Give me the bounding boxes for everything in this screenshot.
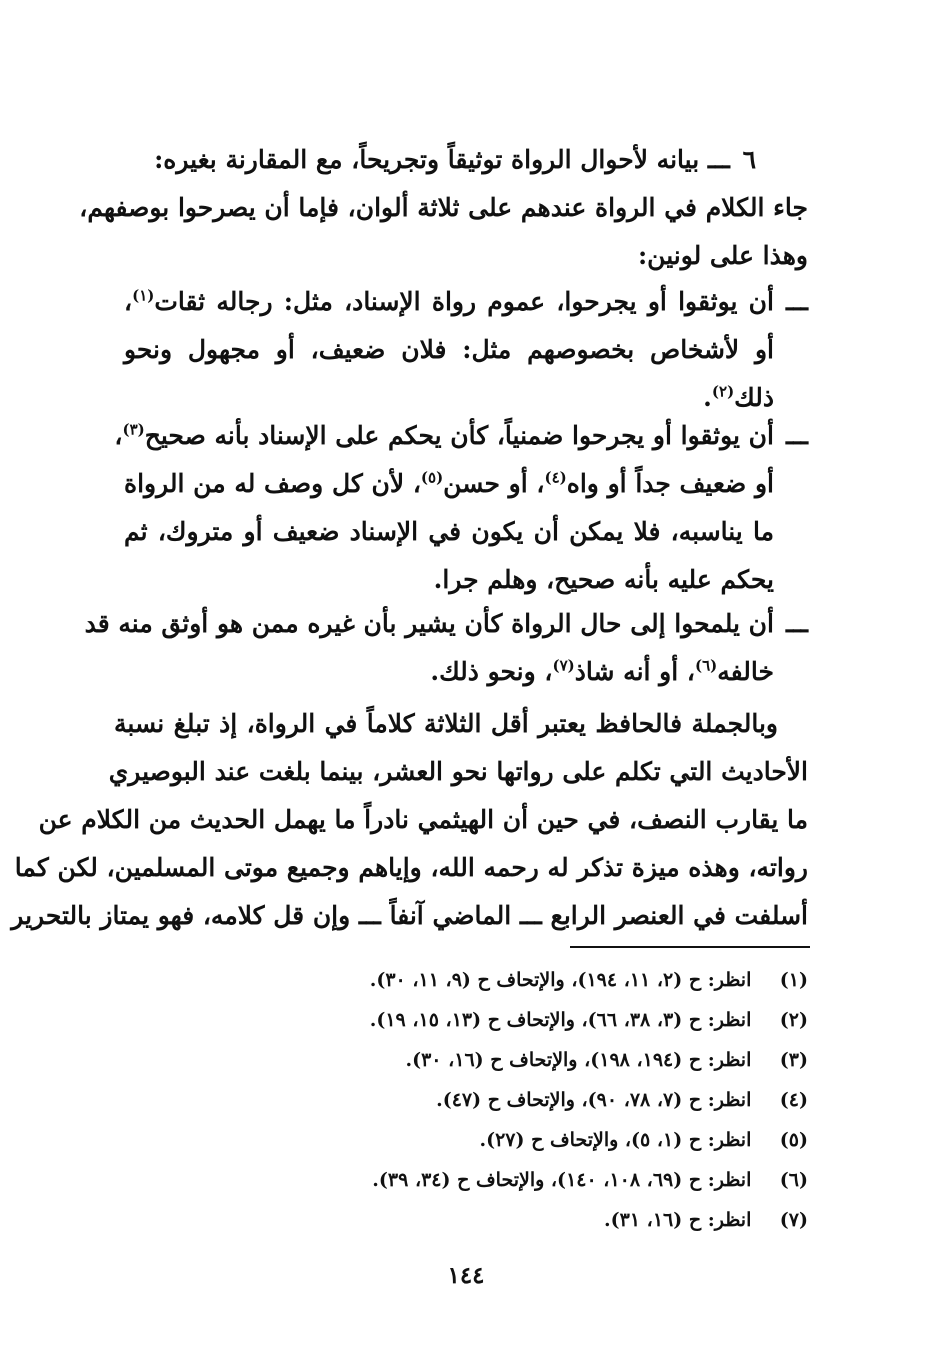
footnote-item [248,1040,808,1080]
section-heading [116,136,756,184]
footnote-ref: (٦) [694,656,718,675]
line-text: أن يوثقوا أو يجرحوا، عموم رواة الإسناد، مثل: رجاله ثقات [154,287,774,316]
bullet-2-line-3 [124,508,774,556]
footnote-ref: (٥) [420,468,444,487]
bullet-2-line-2 [124,460,774,508]
footnote-text: انظر: ح (٣، ٣٨، ٦٦)، والإتحاف ح (١٣، ١٥، ١٩). [369,1009,752,1031]
footnote-item [248,1120,808,1160]
line-text: ، [124,287,133,316]
line-text: ما يناسبه، فلا يمكن أن يكون في الإسناد ضعيف أو متروك، ثم [124,517,774,546]
bullet-body [114,412,774,604]
footnote-item [248,1080,808,1120]
line-text: ، أو حسن [443,469,545,498]
section-number: ٦ [742,145,756,174]
footnote-ref: (٣) [122,420,145,439]
line-text: أن يوثقوا أو يجرحوا ضمنياً، كأن يحكم على الإسناد بأنه صحيح [144,421,774,450]
line-text: ، لأن كل وصف له من الرواة [124,469,421,498]
line-text: أو لأشخاص بخصوصهم مثل: فلان ضعيف، أو مجهول ونحو [124,335,774,364]
footnote-item [248,1160,808,1200]
bullet-body [124,278,774,422]
footnote-number: (٦) [779,1169,808,1191]
footnote-divider [570,946,810,948]
footnote-ref: (٤) [544,468,567,487]
footnote-ref: (٧) [552,656,575,675]
bullet-1-line-2 [124,326,774,374]
bullet-3-line-1 [84,600,774,648]
intro-line-2: وهذا على لونين: [637,241,808,270]
footnote-number: (٥) [779,1129,808,1151]
line-text: . [703,383,712,412]
bullet-1-line-1 [124,278,774,326]
footnote-ref: (١) [132,286,155,305]
footnote-text: انظر: ح (١٩٤، ١٩٨)، والإتحاف ح (١٦، ٣٠). [405,1049,752,1071]
footnote-text: انظر: ح (٢، ١١، ١٩٤)، والإتحاف ح (٩، ١١، ٣٠). [369,969,752,991]
summary-line-1: وبالجملة فالحافظ يعتبر أقل الثلاثة كلاماً في الرواة، إذ تبلغ نسبة [114,709,778,738]
line-text: ، [114,421,123,450]
footnotes [248,960,808,1240]
footnote-item [248,1200,808,1240]
summary-line-3: ما يقارب النصف، في حين أن الهيثمي نادراً ما يهمل الحديث من الكلام عن [38,805,808,834]
footnote-item [248,1000,808,1040]
summary-line-5: أسلفت في العنصر الرابع ـــ الماضي آنفاً ـــ وإن قل كلامه، فهو يمتاز بالتحرير [11,901,808,930]
bullet-dash: ـــ [786,421,808,450]
footnote-number: (٣) [779,1049,808,1071]
footnote-text: انظر: ح (٧، ٧٨، ٩٠)، والإتحاف ح (٤٧). [436,1089,752,1111]
bullet-2-line-4 [124,556,774,604]
bullet-dash: ـــ [786,287,808,316]
bullet-body [84,600,774,696]
footnote-number: (٧) [779,1209,808,1231]
footnote-item [248,960,808,1000]
bullet-dash: ـــ [786,609,808,638]
summary-line-2: الأحاديث التي تكلم على رواتها نحو العشر، بينما بلغت عند البوصيري [108,757,808,786]
bullet-2-line-1 [114,412,774,460]
line-text: أن يلمحوا إلى حال الرواة كأن يشير بأن غيره ممن هو أوثق منه قد [84,609,774,638]
bullet-3-line-2 [124,648,774,696]
footnote-ref: (٢) [711,382,735,401]
footnote-text: انظر: ح (١٦، ٣١). [604,1209,752,1231]
line-text: يحكم عليه بأنه صحيح، وهلم جرا. [433,565,774,594]
section-title: ـــ بيانه لأحوال الرواة توثيقاً وتجريحاً، مع المقارنة بغيره: [154,145,730,174]
line-text: ، ونحو ذلك. [430,657,553,686]
footnote-number: (١) [779,969,808,991]
intro-paragraph [79,184,808,280]
line-text: ، أو أنه شاذ [574,657,695,686]
summary-paragraph [11,700,808,940]
page-number: ١٤٤ [447,1262,485,1289]
line-text: أو ضعيف جداً أو واه [566,469,774,498]
line-text: خالفه [717,657,774,686]
summary-line-4: رواته، وهذه ميزة تذكر له رحمه الله، وإياهم وجميع موتى المسلمين، لكن كما [14,853,808,882]
footnote-text: انظر: ح (١، ٥)، والإتحاف ح (٢٧). [479,1129,752,1151]
line-text: ذلك [734,383,774,412]
footnote-number: (٢) [779,1009,808,1031]
intro-line-1: جاء الكلام في الرواة عندهم على ثلاثة ألوان، فإما أن يصرحوا بوصفهم، [79,193,808,222]
footnote-text: انظر: ح (٦٩، ١٠٨، ١٤٠)، والإتحاف ح (٣٤، ٣٩). [372,1169,752,1191]
footnote-number: (٤) [779,1089,808,1111]
